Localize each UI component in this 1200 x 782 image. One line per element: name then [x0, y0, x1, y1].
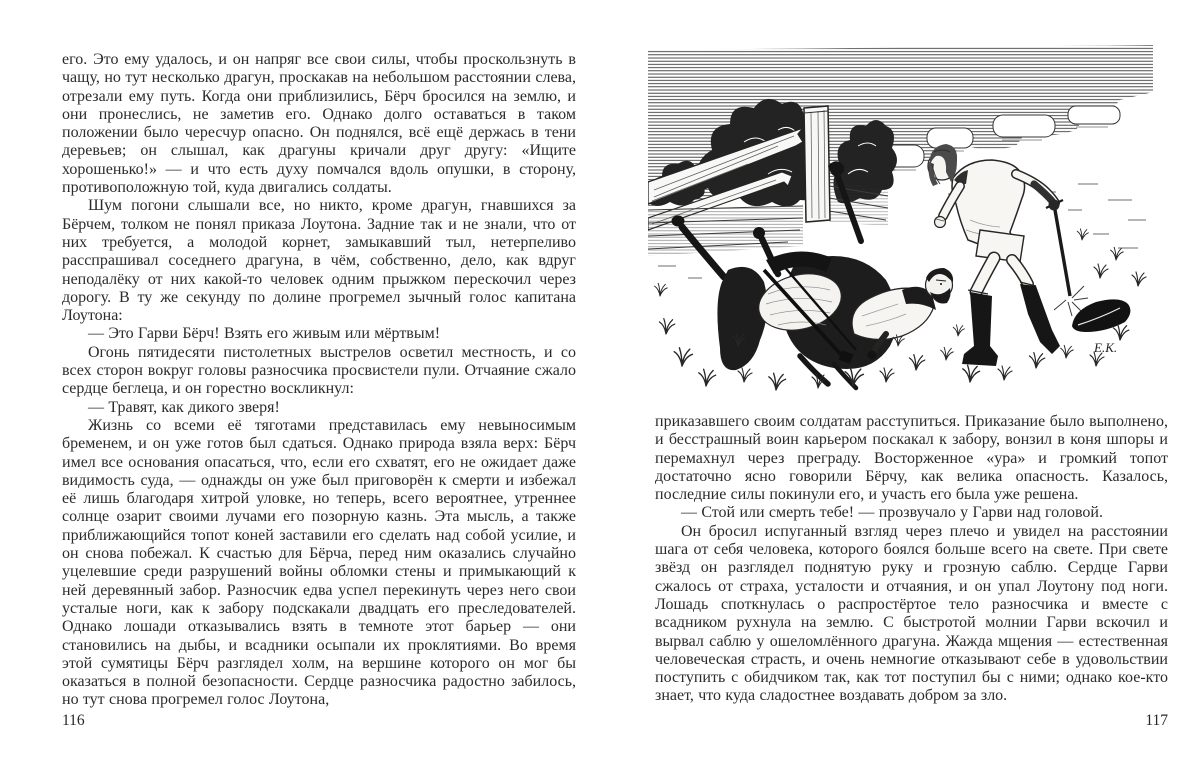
hat: [1072, 299, 1130, 332]
page-number-right: 117: [1145, 712, 1168, 729]
man-boot: [962, 292, 998, 366]
sword-grip: [1049, 200, 1060, 211]
dialogue-line: — Стой или смерть тебе! — прозвучало у Гарви над головой.: [681, 504, 1103, 522]
standing-man: [928, 144, 1060, 366]
fence-post: [804, 106, 830, 222]
dragoon-hand: [868, 351, 877, 360]
dialogue-line: — Это Гарви Бёрч! Взять его живым или мёртвым!: [88, 325, 441, 343]
engraving-illustration: [648, 34, 1156, 404]
paragraph: Шум погони слышали все, но никто, кроме драгун, гнавшихся за Бёрчем, толком не понял приказа Лоутона. Задние так и не знали, что от них требуется, а молодой корнет, замыкавший тыл, нетерпеливо расспрашивал соседнего драгуна, в чём, собственно, дело, как вдруг неподалёку от них какой-то человек одним прыжком перескочил через дорогу. В ту же секунду по долине прогремел зычный голос капитана Лоутона:: [62, 197, 576, 325]
paragraph: Жизнь со всеми её тяготами представилась ему невыносимым бременем, и он уже готов был сдаться. Однако природа взяла верх: Бёрч имел все основания опасаться, что, если его схватят, его не ожидает даже видимость суда, — однажды он уже был приговорён к смерти и избежал её лишь благодаря хитрой уловке, но теперь, всего вероятнее, утреннее солнце озарит своими лучами его позорную казнь. Эта мысль, а также приближающийся топот коней заставили его сделать над собой усилие, и он снова побежал. К счастью для Бёрча, перед ним оказались случайно уцелевшие среди разрушений войны обломки стены и примыкающий к ней деревянный забор. Разносчик едва успел перекинуть через него свои усталые ноги, как к забору подскакали двадцать его преследователей. Однако лошади отказывались взять в темноте этот барьер — они становились на дыбы, и всадники осыпали их проклятиями. Во время этой сумятицы Бёрч разглядел холм, на вершине которого он мог бы оказаться в полной безопасности. Сердце разносчика радостно забилось, но тут снова прогремел голос Лоутона,: [62, 416, 576, 709]
paragraph: его. Это ему удалось, и он напряг все свои силы, чтобы проскользнуть в чащу, но тут несколько драгун, проскакав на небольшом расстоянии слева, отрезали ему путь. Когда они приблизились, Бёрч бросился на землю, и они пронеслись, не заметив его. Однако долго оставаться в таком положении было чересчур опасно. Он поднялся, всё ещё держась в тени деревьев; он слышал, как драгуны кричали друг другу: «Ищите хорошенько!» — и что есть духу помчался вдоль опушки, в сторону, противоположную той, куда двигались солдаты.: [62, 51, 576, 197]
horse-neck: [717, 267, 767, 370]
sword: [1046, 200, 1088, 317]
dialogue-line: — Травят, как дикого зверя!: [88, 398, 280, 416]
left-page-text-column: [62, 51, 576, 710]
paragraph: Огонь пятидесяти пистолетных выстрелов осветил местность, и со всех сторон вокруг головы разносчика просвистели пули. Отчаяние сжало сердце беглеца, и он горестно воскликнул:: [62, 343, 576, 398]
engraving-svg: [648, 34, 1156, 404]
paragraph: приказавшего своим солдатам расступиться. Приказание было выполнено, и бесстрашный воин карьером поскакал к забору, вонзил в коня шпоры и перемахнул через преграду. Восторженное «ура» и громкий топот достаточно ясно говорили Бёрчу, как велика опасность. Казалось, последние силы покинули его, и участь его была уже решена.: [655, 413, 1168, 504]
page-number-left: 116: [62, 712, 85, 729]
right-page-text-column: [655, 413, 1168, 706]
man-boot: [1020, 284, 1060, 354]
paragraph: Он бросил испуганный взгляд через плечо и увидел на расстоянии шага от себя человека, которого боялся больше всего на свете. При свете звёзд он разглядел поднятую руку и грозную саблю. Сердце Гарви сжалось от страха, усталости и отчаяния, и он упал Лоутону под ноги. Лошадь споткнулась о распростёртое тело разносчика и вместе с всадником рухнула на землю. С быстротой молнии Гарви вскочил и вырвал саблю у ошеломлённого драгуна. Жажда мщения — естественная человеческая страсть, и очень немногие отказывают себе в удовольствии поступить с обидчиком так, как тот поступил бы с ними; однако кое-кто знает, что куда сладостнее воздавать добром за зло.: [655, 522, 1168, 705]
man-fist: [935, 217, 946, 228]
artist-signature: Е.К.: [1094, 340, 1118, 355]
